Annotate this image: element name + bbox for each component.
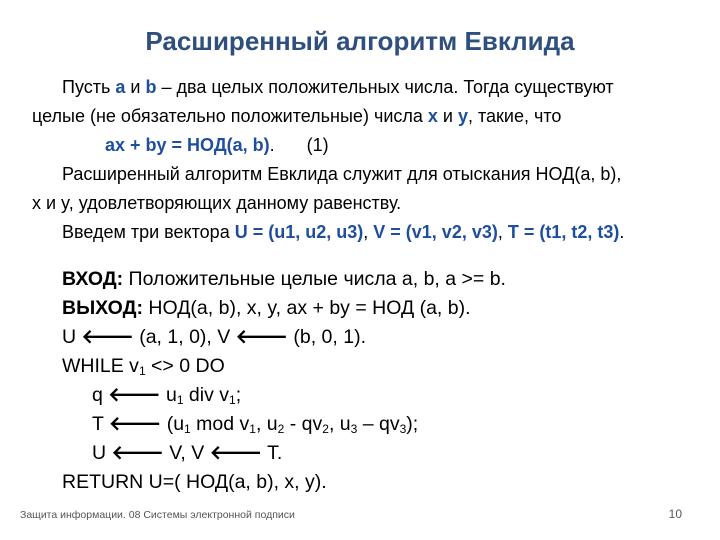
var-x: x — [427, 106, 438, 126]
text: T — [92, 413, 109, 435]
subscript: 2 — [277, 422, 285, 436]
slide-title: Расширенный алгоритм Евклида — [145, 26, 575, 56]
arrow-left-icon: 🡐 — [108, 413, 162, 435]
arrow-left-icon: 🡐 — [235, 326, 288, 348]
footer-text: Защита информации. 08 Системы электронной подписи — [20, 509, 295, 521]
subscript: 1 — [138, 364, 146, 378]
text: T. — [262, 442, 283, 464]
text: ); — [406, 413, 419, 435]
text: , u — [255, 413, 278, 435]
arrow-left-icon: 🡐 — [111, 442, 164, 464]
text: , — [497, 222, 508, 242]
subscript: 3 — [399, 422, 407, 436]
text: , такие, что — [467, 106, 562, 126]
vector-u: U = (u1, u2, u3) — [234, 222, 364, 242]
text: (b, 0, 1). — [287, 326, 366, 348]
arrow-left-icon: 🡐 — [108, 384, 161, 406]
subscript: 1 — [176, 393, 184, 407]
equation-line — [105, 131, 720, 160]
text: и — [125, 77, 146, 97]
text: . — [269, 135, 275, 155]
intro-line-1 — [62, 73, 720, 102]
text: (a, 1, 0), V — [133, 326, 236, 348]
subscript: 2 — [322, 422, 329, 436]
intro-line-6 — [62, 218, 720, 247]
intro-line-5: x и y, удовлетворяющих данному равенству. — [32, 193, 402, 213]
text: U — [62, 326, 82, 348]
text: V, V — [163, 442, 210, 464]
vector-v: V = (v1, v2, v3) — [373, 222, 498, 242]
equation-number: (1) — [306, 135, 329, 155]
subscript: 3 — [350, 422, 358, 436]
text: u — [160, 384, 177, 406]
text: , — [363, 222, 374, 242]
arrow-left-icon: 🡐 — [81, 326, 134, 348]
var-b: b — [145, 77, 157, 97]
text: . — [619, 222, 625, 242]
text: q — [92, 384, 109, 406]
input-text: Положительные целые числа a, b, a >= b. — [123, 268, 506, 290]
text: Введем три вектора — [62, 222, 235, 242]
equation: ax + by = НОД(a, b) — [105, 135, 270, 155]
text: ; — [235, 384, 242, 406]
algo-input — [62, 265, 506, 294]
vector-t: T = (t1, t2, t3) — [507, 222, 620, 242]
text: WHILE v — [62, 355, 139, 377]
arrow-left-icon: 🡐 — [209, 442, 262, 464]
input-label: ВХОД: — [62, 268, 124, 290]
text: целые (не обязательно положительные) числа — [32, 106, 428, 126]
algo-return: RETURN U=( НОД(a, b), x, y). — [62, 471, 327, 493]
var-y: y — [457, 106, 468, 126]
text: , u — [328, 413, 351, 435]
intro-line-2 — [32, 102, 692, 131]
output-text: НОД(a, b), x, y, ax + by = НОД (a, b). — [142, 297, 471, 319]
text: <> 0 DO — [145, 355, 225, 377]
subscript: 1 — [249, 422, 256, 436]
algo-u — [62, 439, 282, 468]
text: (u — [161, 413, 185, 435]
var-a: a — [115, 77, 126, 97]
output-label: ВЫХОД: — [62, 297, 143, 319]
text: и — [437, 106, 458, 126]
page-number: 10 — [668, 507, 682, 521]
text: div v — [183, 384, 230, 406]
text: U — [92, 442, 112, 464]
algo-output — [62, 294, 471, 323]
text: - qv — [284, 413, 323, 435]
intro-line-4: Расширенный алгоритм Евклида служит для отыскания НОД(a, b), — [62, 164, 622, 184]
algo-init — [62, 323, 366, 352]
text: Пусть — [62, 77, 116, 97]
text: mod v — [190, 413, 250, 435]
subscript: 1 — [229, 393, 236, 407]
text: – два целых положительных числа. Тогда существуют — [156, 77, 614, 97]
subscript: 1 — [184, 422, 191, 436]
text: – qv — [357, 413, 400, 435]
